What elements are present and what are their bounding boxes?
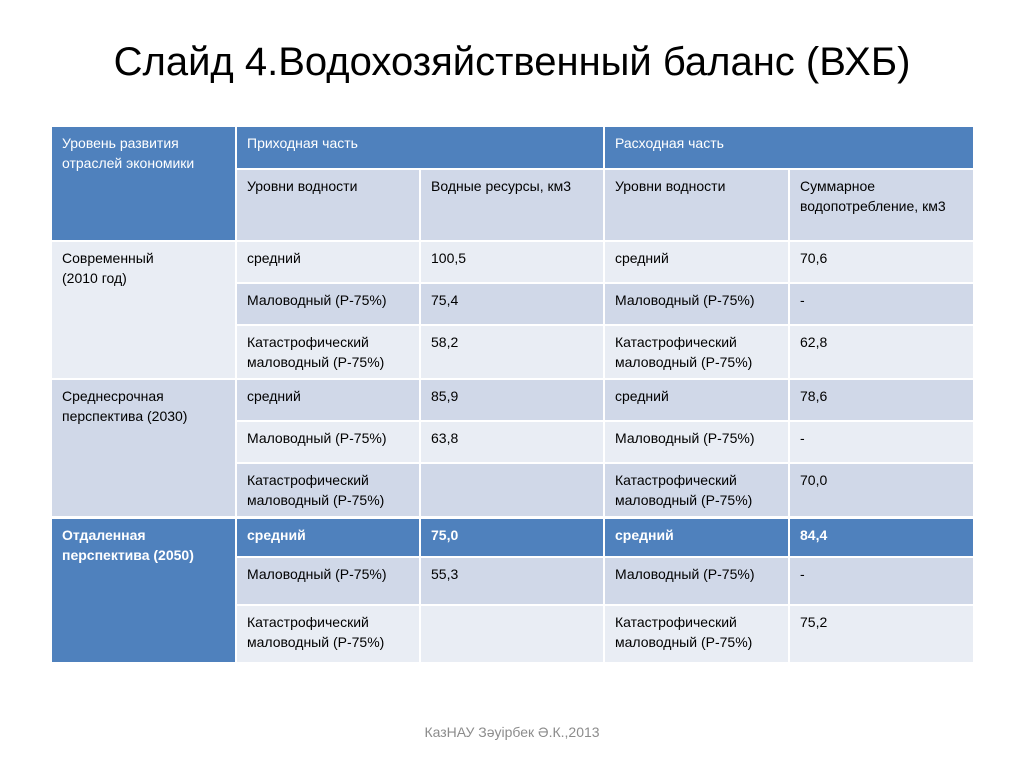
cell: средний bbox=[236, 379, 420, 421]
group-label: Среднесрочная перспектива (2030) bbox=[52, 379, 236, 517]
cell: средний bbox=[236, 241, 420, 283]
cell: 84,4 bbox=[789, 519, 973, 557]
footer-credit: КазНАУ Зәуірбек Ә.К.,2013 bbox=[424, 724, 600, 740]
cell: 63,8 bbox=[420, 421, 604, 463]
header-income: Приходная часть bbox=[236, 127, 604, 169]
cell: Маловодный (Р-75%) bbox=[236, 283, 420, 325]
cell: средний bbox=[604, 241, 789, 283]
cell: Катастрофический маловодный (Р-75%) bbox=[236, 325, 420, 379]
cell: 62,8 bbox=[789, 325, 973, 379]
table-row bbox=[52, 241, 973, 283]
cell: 100,5 bbox=[420, 241, 604, 283]
cell: Катастрофический маловодный (Р-75%) bbox=[236, 605, 420, 663]
cell bbox=[420, 463, 604, 517]
water-balance-table bbox=[52, 127, 973, 518]
cell: Маловодный (Р-75%) bbox=[604, 283, 789, 325]
cell: 75,2 bbox=[789, 605, 973, 663]
cell: средний bbox=[236, 519, 420, 557]
cell: Катастрофический маловодный (Р-75%) bbox=[604, 463, 789, 517]
cell: 75,0 bbox=[420, 519, 604, 557]
cell: 75,4 bbox=[420, 283, 604, 325]
header-income-water: Уровни водности bbox=[236, 169, 420, 241]
cell: 70,0 bbox=[789, 463, 973, 517]
header-expense-total: Суммарное водопотребление, км3 bbox=[789, 169, 973, 241]
cell: Катастрофический маловодный (Р-75%) bbox=[236, 463, 420, 517]
cell: средний bbox=[604, 379, 789, 421]
cell: Маловодный (Р-75%) bbox=[236, 557, 420, 605]
cell: - bbox=[789, 421, 973, 463]
cell: Маловодный (Р-75%) bbox=[236, 421, 420, 463]
water-balance-table-2050 bbox=[52, 519, 973, 664]
table-row bbox=[52, 379, 973, 421]
cell: средний bbox=[604, 519, 789, 557]
slide-title: Слайд 4.Водохозяйственный баланс (ВХБ) bbox=[113, 40, 911, 84]
cell: Маловодный (Р-75%) bbox=[604, 557, 789, 605]
cell: 58,2 bbox=[420, 325, 604, 379]
group-label: Отдаленная перспектива (2050) bbox=[52, 519, 236, 663]
cell: 85,9 bbox=[420, 379, 604, 421]
header-income-resources: Водные ресурсы, км3 bbox=[420, 169, 604, 241]
cell: - bbox=[789, 283, 973, 325]
cell: Маловодный (Р-75%) bbox=[604, 421, 789, 463]
header-expense: Расходная часть bbox=[604, 127, 973, 169]
cell: Катастрофический маловодный (Р-75%) bbox=[604, 605, 789, 663]
cell: 78,6 bbox=[789, 379, 973, 421]
cell bbox=[420, 605, 604, 663]
group-label: Современный (2010 год) bbox=[52, 241, 236, 379]
header-level: Уровень развития отраслей экономики bbox=[52, 127, 236, 241]
cell: Катастрофический маловодный (Р-75%) bbox=[604, 325, 789, 379]
cell: 70,6 bbox=[789, 241, 973, 283]
header-expense-water: Уровни водности bbox=[604, 169, 789, 241]
cell: 55,3 bbox=[420, 557, 604, 605]
table-row bbox=[52, 519, 973, 557]
cell: - bbox=[789, 557, 973, 605]
